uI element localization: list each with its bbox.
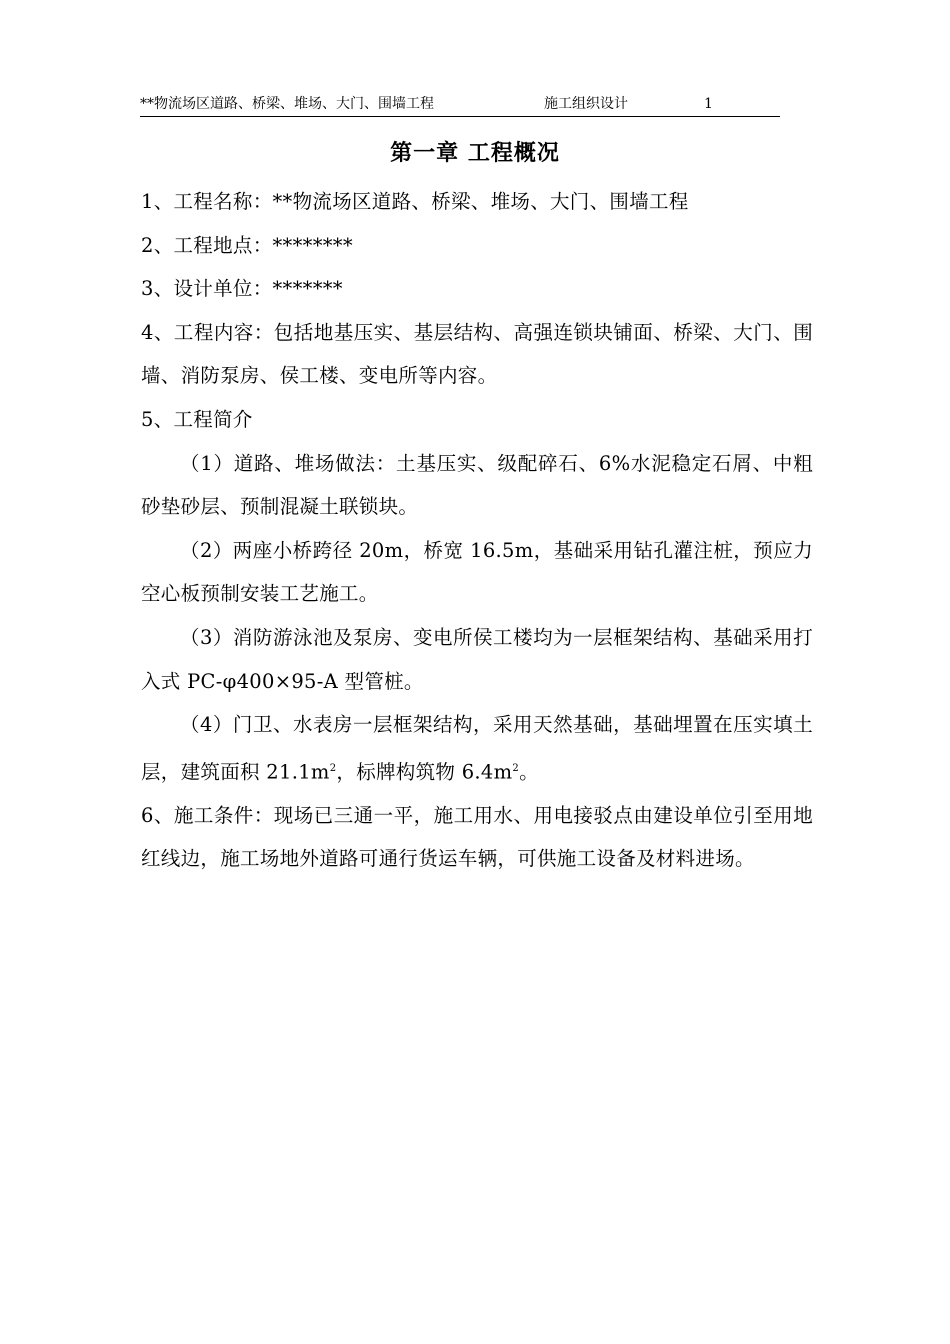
header-project-title: **物流场区道路、桥梁、堆场、大门、围墙工程 — [140, 96, 434, 112]
project-location-item: 2、工程地点：******** — [141, 233, 353, 257]
intro-4-text-a: （4）门卫、水表房一层框架结构，采用天然基础，基础埋置在压实填土层，建筑面积 21.1m — [141, 713, 813, 784]
intro-paragraph-2: （2）两座小桥跨径 20m，桥宽 16.5m，基础采用钻孔灌注桩，预应力空心板预制安装工艺施工。 — [141, 538, 813, 606]
project-name-item: 1、工程名称：**物流场区道路、桥梁、堆场、大门、围墙工程 — [141, 190, 689, 213]
superscript-square-2: 2 — [512, 762, 520, 774]
header-page-number: 1 — [704, 96, 713, 112]
project-intro-heading: 5、工程简介 — [141, 407, 253, 431]
intro-paragraph-4 — [141, 703, 813, 794]
intro-4-text-b: ，标牌构筑物 6.4m — [336, 760, 513, 784]
page-header — [140, 94, 780, 117]
document-body — [141, 180, 813, 881]
intro-paragraph-3: （3）消防游泳池及泵房、变电所侯工楼均为一层框架结构、基础采用打入式 PC-φ400×95-A 型管桩。 — [141, 625, 813, 693]
chapter-title: 第一章 工程概况 — [390, 141, 560, 166]
superscript-square-1: 2 — [329, 762, 337, 774]
header-document-type: 施工组织设计 — [544, 96, 628, 112]
project-content-item: 4、工程内容：包括地基压实、基层结构、高强连锁块铺面、桥梁、大门、围墙、消防泵房、侯工楼、变电所等内容。 — [141, 320, 813, 388]
intro-4-text-c: 。 — [519, 760, 539, 784]
design-unit-item: 3、设计单位：******* — [141, 277, 343, 301]
intro-paragraph-1: （1）道路、堆场做法：土基压实、级配碎石、6%水泥稳定石屑、中粗砂垫砂层、预制混凝土联锁块。 — [141, 451, 813, 519]
construction-conditions-item: 6、施工条件：现场已三通一平，施工用水、用电接驳点由建设单位引至用地红线边，施工场地外道路可通行货运车辆，可供施工设备及材料进场。 — [141, 803, 813, 871]
